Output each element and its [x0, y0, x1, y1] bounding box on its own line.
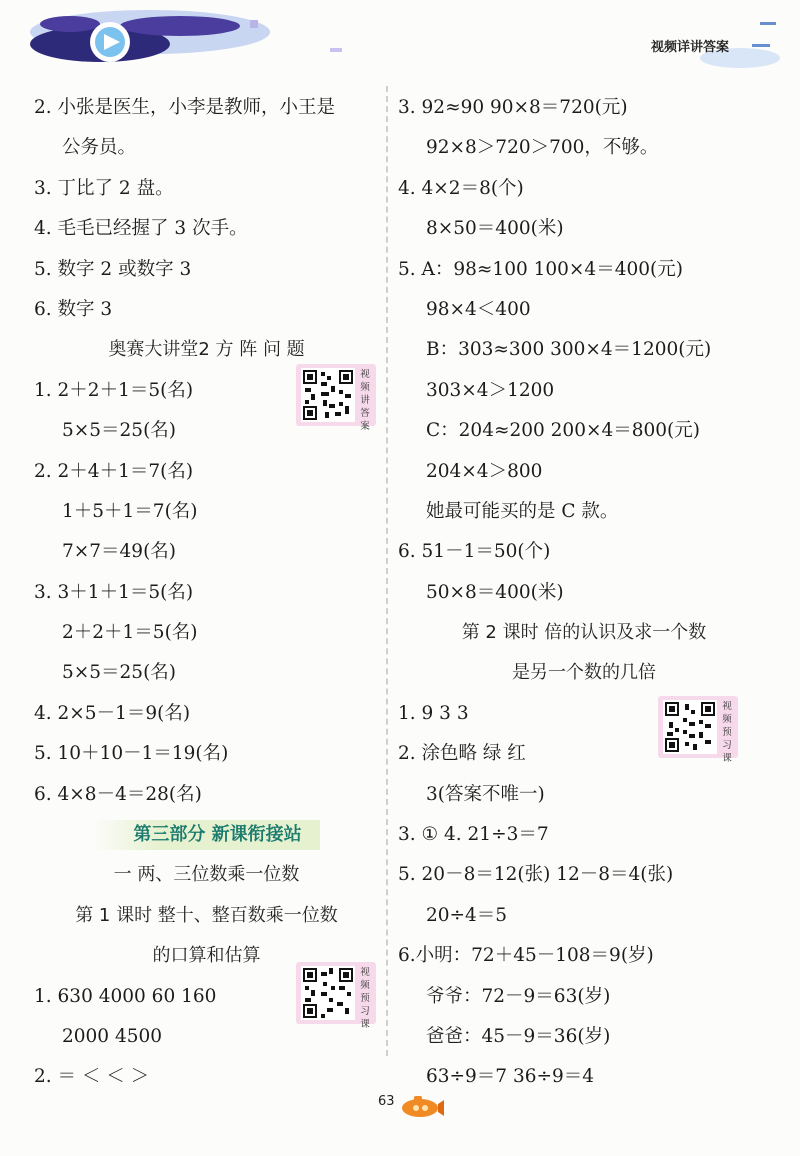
- page-number: 63: [378, 1094, 395, 1109]
- unit-heading: 一 两、三位数乘一位数: [113, 864, 300, 886]
- answer-line: 爷爷：72－9＝63(岁): [426, 985, 611, 1007]
- qr-code-badge[interactable]: [296, 364, 376, 432]
- qr-code-badge[interactable]: [296, 962, 376, 1030]
- right-column: [398, 88, 770, 1098]
- answer-line: 1. 2＋2＋1＝5(名): [34, 379, 194, 401]
- answer-line: B：303≈300 300×4＝1200(元): [426, 339, 712, 361]
- answer-line: 1. 9 3 3: [398, 702, 469, 724]
- qr-code-icon: [301, 966, 355, 1020]
- left-column: [34, 88, 379, 1098]
- answer-line: 5. 10＋10－1＝19(名): [34, 743, 229, 765]
- answer-line: 98×4＜400: [426, 298, 531, 320]
- qr-code-caption: 视频预习课: [722, 701, 732, 764]
- answer-line: 3. 3＋1＋1＝5(名): [34, 581, 194, 603]
- submarine-icon: [394, 1092, 446, 1120]
- answer-line: 她最可能买的是 C 款。: [426, 500, 619, 522]
- column-divider: [386, 86, 388, 1056]
- answer-line: 4. 毛毛已经握了 3 次手。: [34, 218, 248, 240]
- answer-line: 6.小明：72＋45－108＝9(岁): [398, 945, 654, 967]
- answer-line: 1＋5＋1＝7(名): [62, 500, 198, 522]
- answer-line: 4. 4×2＝8(个): [398, 177, 524, 199]
- answer-line: 2. ＝ ＜ ＜ ＞: [34, 1066, 150, 1088]
- lesson-heading-cont: 的口算和估算: [152, 945, 261, 967]
- answer-line: 204×4＞800: [426, 460, 543, 482]
- header-label: 视频详讲答案: [651, 40, 730, 55]
- part-heading: [34, 815, 379, 855]
- answer-line: 5×5＝25(名): [62, 420, 177, 442]
- answer-line: 2000 4500: [62, 1025, 163, 1047]
- qr-code-icon: [301, 368, 355, 422]
- qr-code-icon: [663, 700, 717, 754]
- answer-line: 3(答案不唯一): [426, 783, 545, 805]
- answer-line: 3. 92≈90 90×8＝720(元): [398, 97, 628, 118]
- answer-line: 5. 数字 2 或数字 3: [34, 258, 192, 280]
- lesson-heading: 第 2 课时 倍的认识及求一个数: [461, 622, 707, 644]
- answer-line: 5×5＝25(名): [62, 662, 177, 684]
- answer-line: 2. 小张是医生，小李是教师，小王是: [34, 97, 336, 118]
- answer-line: 公务员。: [62, 137, 137, 159]
- answer-line: 8×50＝400(米): [426, 218, 564, 240]
- answer-line: 3. ① 4. 21÷3＝7: [398, 824, 549, 846]
- answer-line: 50×8＝400(米): [426, 581, 564, 603]
- answer-line: 303×4＞1200: [426, 379, 555, 401]
- answer-line: 6. 数字 3: [34, 298, 113, 320]
- part-heading-text: 第三部分 新课衔接站: [93, 820, 319, 850]
- qr-code-caption: 视频预习课: [360, 967, 370, 1030]
- answer-line: 6. 4×8－4＝28(名): [34, 783, 202, 805]
- answer-line: 2. 涂色略 绿 红: [398, 743, 526, 765]
- answer-line: 5. A：98≈100 100×4＝400(元): [398, 258, 683, 280]
- answer-line: 5. 20－8＝12(张) 12－8＝4(张): [398, 864, 674, 886]
- answer-line: 7×7＝49(名): [62, 541, 177, 563]
- answer-line: 63÷9＝7 36÷9＝4: [426, 1066, 595, 1088]
- answer-line: 1. 630 4000 60 160: [34, 985, 217, 1007]
- qr-code-caption: 视频讲答案: [360, 369, 370, 432]
- lesson-heading: 第 1 课时 整十、整百数乘一位数: [75, 904, 338, 926]
- answer-line: 3. 丁比了 2 盘。: [34, 177, 174, 199]
- lesson-heading-cont: 是另一个数的几倍: [512, 662, 656, 684]
- answer-line: 2＋2＋1＝5(名): [62, 622, 198, 644]
- qr-code-badge[interactable]: [658, 696, 738, 764]
- answer-line: 20÷4＝5: [426, 904, 508, 926]
- answer-line: 2. 2＋4＋1＝7(名): [34, 460, 194, 482]
- section-heading: 奥赛大讲堂2 方 阵 问 题: [108, 339, 305, 361]
- answer-line: 6. 51－1＝50(个): [398, 541, 551, 563]
- answer-line: 92×8＞720＞700，不够。: [426, 137, 659, 159]
- answer-line: 爸爸：45－9＝36(岁): [426, 1025, 611, 1047]
- answer-line: 4. 2×5－1＝9(名): [34, 702, 191, 724]
- answer-line: C：204≈200 200×4＝800(元): [426, 420, 700, 442]
